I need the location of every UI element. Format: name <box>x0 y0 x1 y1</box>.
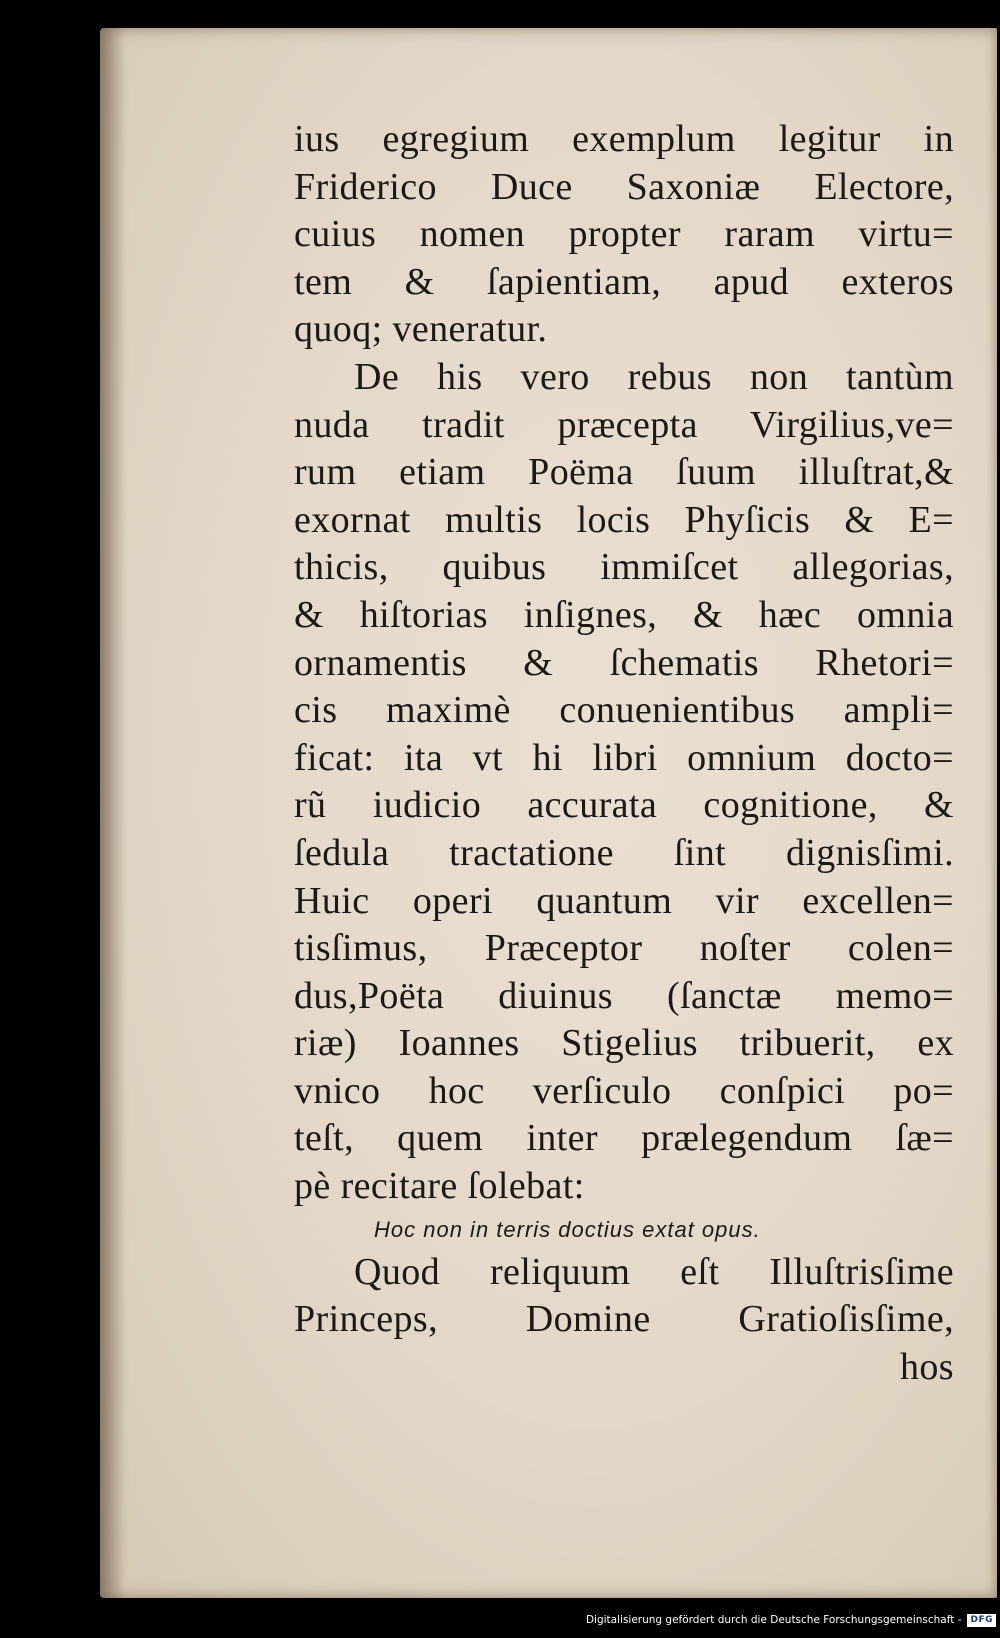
text-line: teſt, quem inter prælegendum ſæ= <box>294 1117 954 1160</box>
book-page <box>100 28 997 1598</box>
digitization-credit <box>586 1604 996 1636</box>
text-line: quoq; veneratur. <box>294 308 548 351</box>
text-line: vnico hoc verſiculo conſpici po= <box>294 1069 954 1112</box>
paragraph-start-line: De his vero rebus non tantùm <box>354 355 954 398</box>
text-line: pè recitare ſolebat: <box>294 1165 585 1208</box>
text-line: Princeps, Domine Gratioſisſime, <box>294 1298 954 1341</box>
text-line: ius egregium exemplum legitur in <box>294 118 954 160</box>
paragraph-start-line: Quod reliquum eſt Illuſtrisſime <box>354 1250 954 1293</box>
text-line: Huic operi quantum vir excellen= <box>294 879 954 922</box>
text-line: cuius nomen propter raram virtu= <box>294 213 954 256</box>
text-line: thicis, quibus immiſcet allegorias, <box>294 546 954 589</box>
text-line: rum etiam Poëma ſuum illuſtrat,& <box>294 451 954 494</box>
text-line: ornamentis & ſchematis Rhetori= <box>294 641 954 684</box>
page-text <box>294 116 954 1391</box>
text-line: ſedula tractatione ſint dignisſimi. <box>294 831 954 874</box>
dfg-logo: DFG <box>967 1614 996 1627</box>
text-line: & hiſtorias inſignes, & hæc omnia <box>294 593 954 636</box>
text-line: cis maximè conuenientibus ampli= <box>294 689 954 732</box>
catchword: hos <box>900 1345 954 1388</box>
text-line: exornat multis locis Phyſicis & E= <box>294 498 954 541</box>
text-line: ficat: ita vt hi libri omnium docto= <box>294 736 954 779</box>
text-line: tisſimus, Præceptor noſter colen= <box>294 927 954 970</box>
verse-quote: Hoc non in terris doctius extat opus. <box>374 1216 761 1242</box>
text-line: riæ) Ioannes Stigelius tribuerit, ex <box>294 1022 954 1065</box>
text-line: tem & ſapientiam, apud exteros <box>294 260 954 303</box>
text-line: rũ iudicio accurata cognitione, & <box>294 784 954 827</box>
text-line: nuda tradit præcepta Virgilius,ve= <box>294 403 954 446</box>
text-line: dus,Poëta diuinus (ſanctæ memo= <box>294 974 954 1017</box>
credit-text: Digitalisierung gefördert durch die Deutsche Forschungsgemeinschaft - <box>585 1614 962 1626</box>
text-line: Friderico Duce Saxoniæ Electore, <box>294 165 954 208</box>
